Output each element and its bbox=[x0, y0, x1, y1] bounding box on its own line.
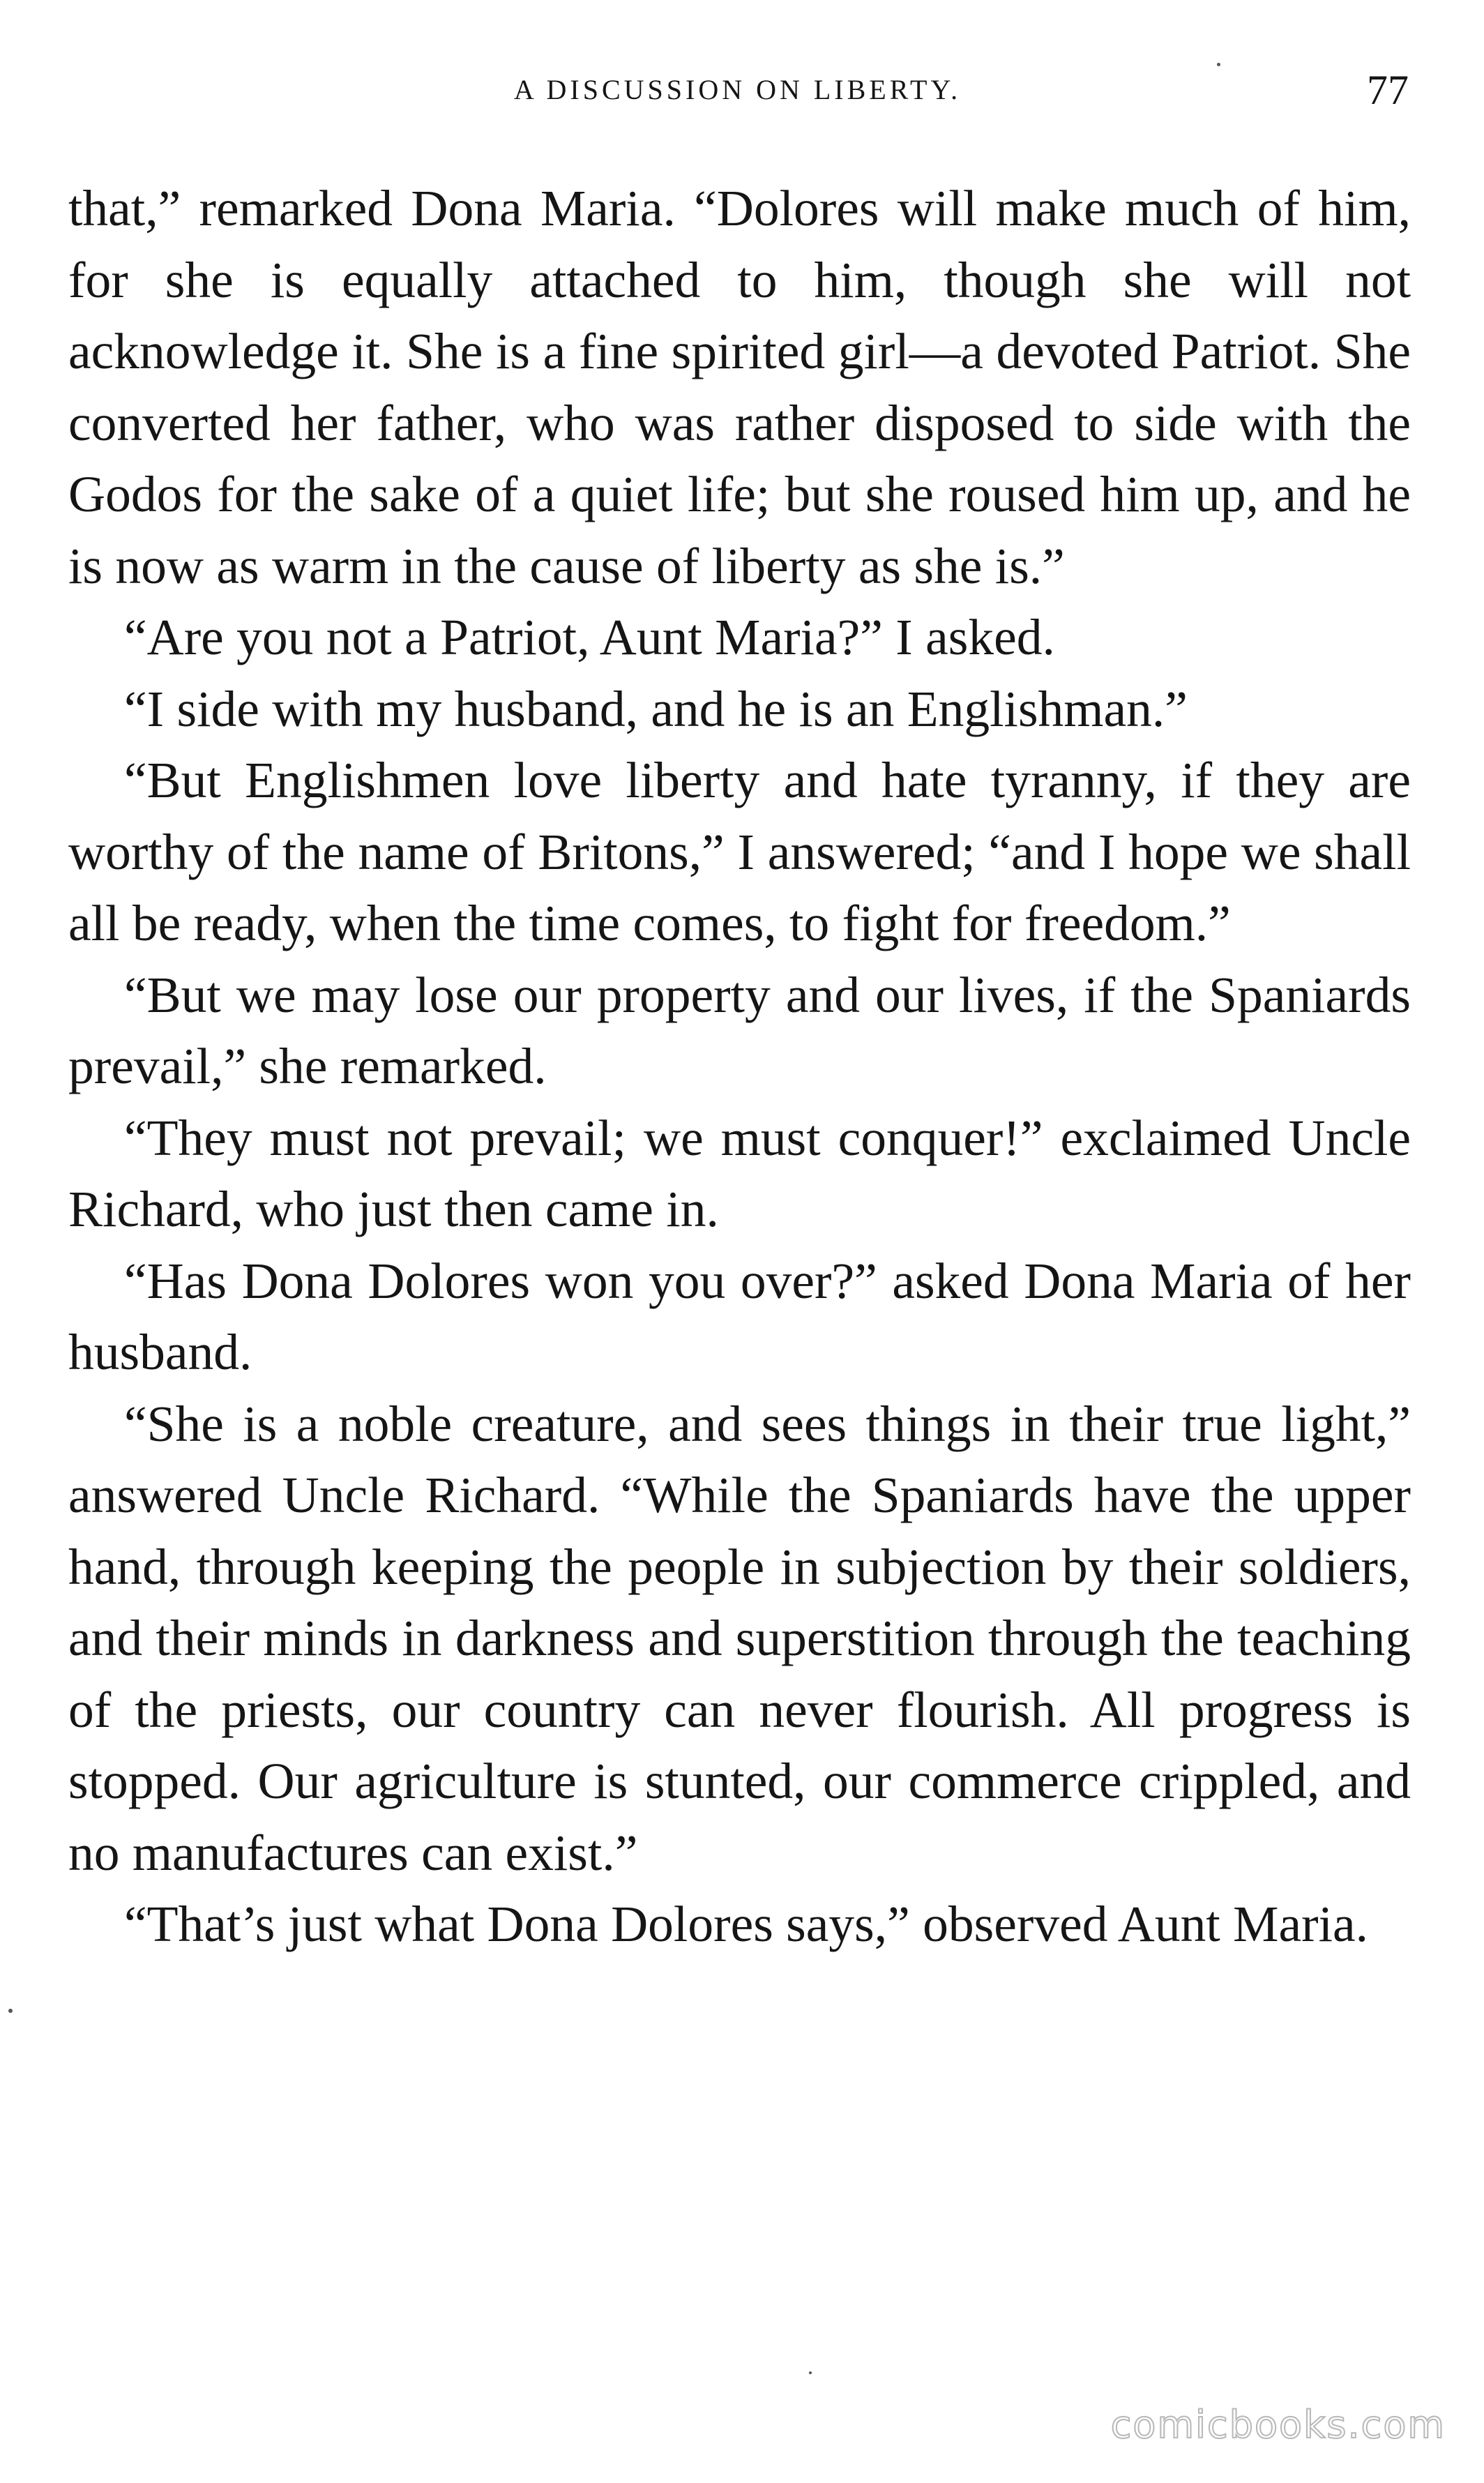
running-title: A DISCUSSION ON LIBERTY. bbox=[513, 74, 962, 105]
print-speck bbox=[8, 2009, 13, 2013]
paragraph: “Has Dona Dolores won you over?” asked Dona Maria of her husband. bbox=[68, 1252, 1411, 1380]
paragraph: “I side with my husband, and he is an Englishman.” bbox=[124, 680, 1188, 737]
page-number: 77 bbox=[1367, 67, 1409, 113]
body-text bbox=[68, 173, 1411, 1961]
paragraph: “She is a noble creature, and sees things in their true light,” answered Uncle Richard. “While the Spaniards have the upper hand, through keeping the people in subjection by their soldiers, and their minds in darkness and superstition through the teaching of the priests, our country can never flourish. All progress is stopped. Our agriculture is stunted, our commerce crippled, and no manufactures can exist.” bbox=[68, 1395, 1411, 1881]
paragraph: “They must not prevail; we must conquer!” exclaimed Uncle Richard, who just then came in. bbox=[68, 1109, 1411, 1237]
paragraph: “Are you not a Patriot, Aunt Maria?” I asked. bbox=[124, 609, 1055, 665]
print-speck bbox=[809, 2371, 812, 2374]
paragraph: that,” remarked Dona Maria. “Dolores will make much of him, for she is equally attached to him, though she will not acknowledge it. She is a fine spirited girl—a devoted Patriot. She converted her father, who was rather disposed to side with the Godos for the sake of a quiet life; but she roused him up, and he is now as warm in the cause of liberty as she is.” bbox=[68, 180, 1411, 594]
paragraph: “But Englishmen love liberty and hate tyranny, if they are worthy of the name of Britons,” I answered; “and I hope we shall all be ready, when the time comes, to fight for freedom.” bbox=[68, 752, 1411, 951]
watermark-logo: comicbooks.com bbox=[1110, 2403, 1446, 2447]
paragraph: “But we may lose our property and our lives, if the Spaniards prevail,” she remarked. bbox=[68, 966, 1411, 1094]
print-speck bbox=[1217, 63, 1220, 66]
paragraph: “That’s just what Dona Dolores says,” observed Aunt Maria. bbox=[124, 1896, 1369, 1952]
running-head bbox=[66, 66, 1409, 129]
